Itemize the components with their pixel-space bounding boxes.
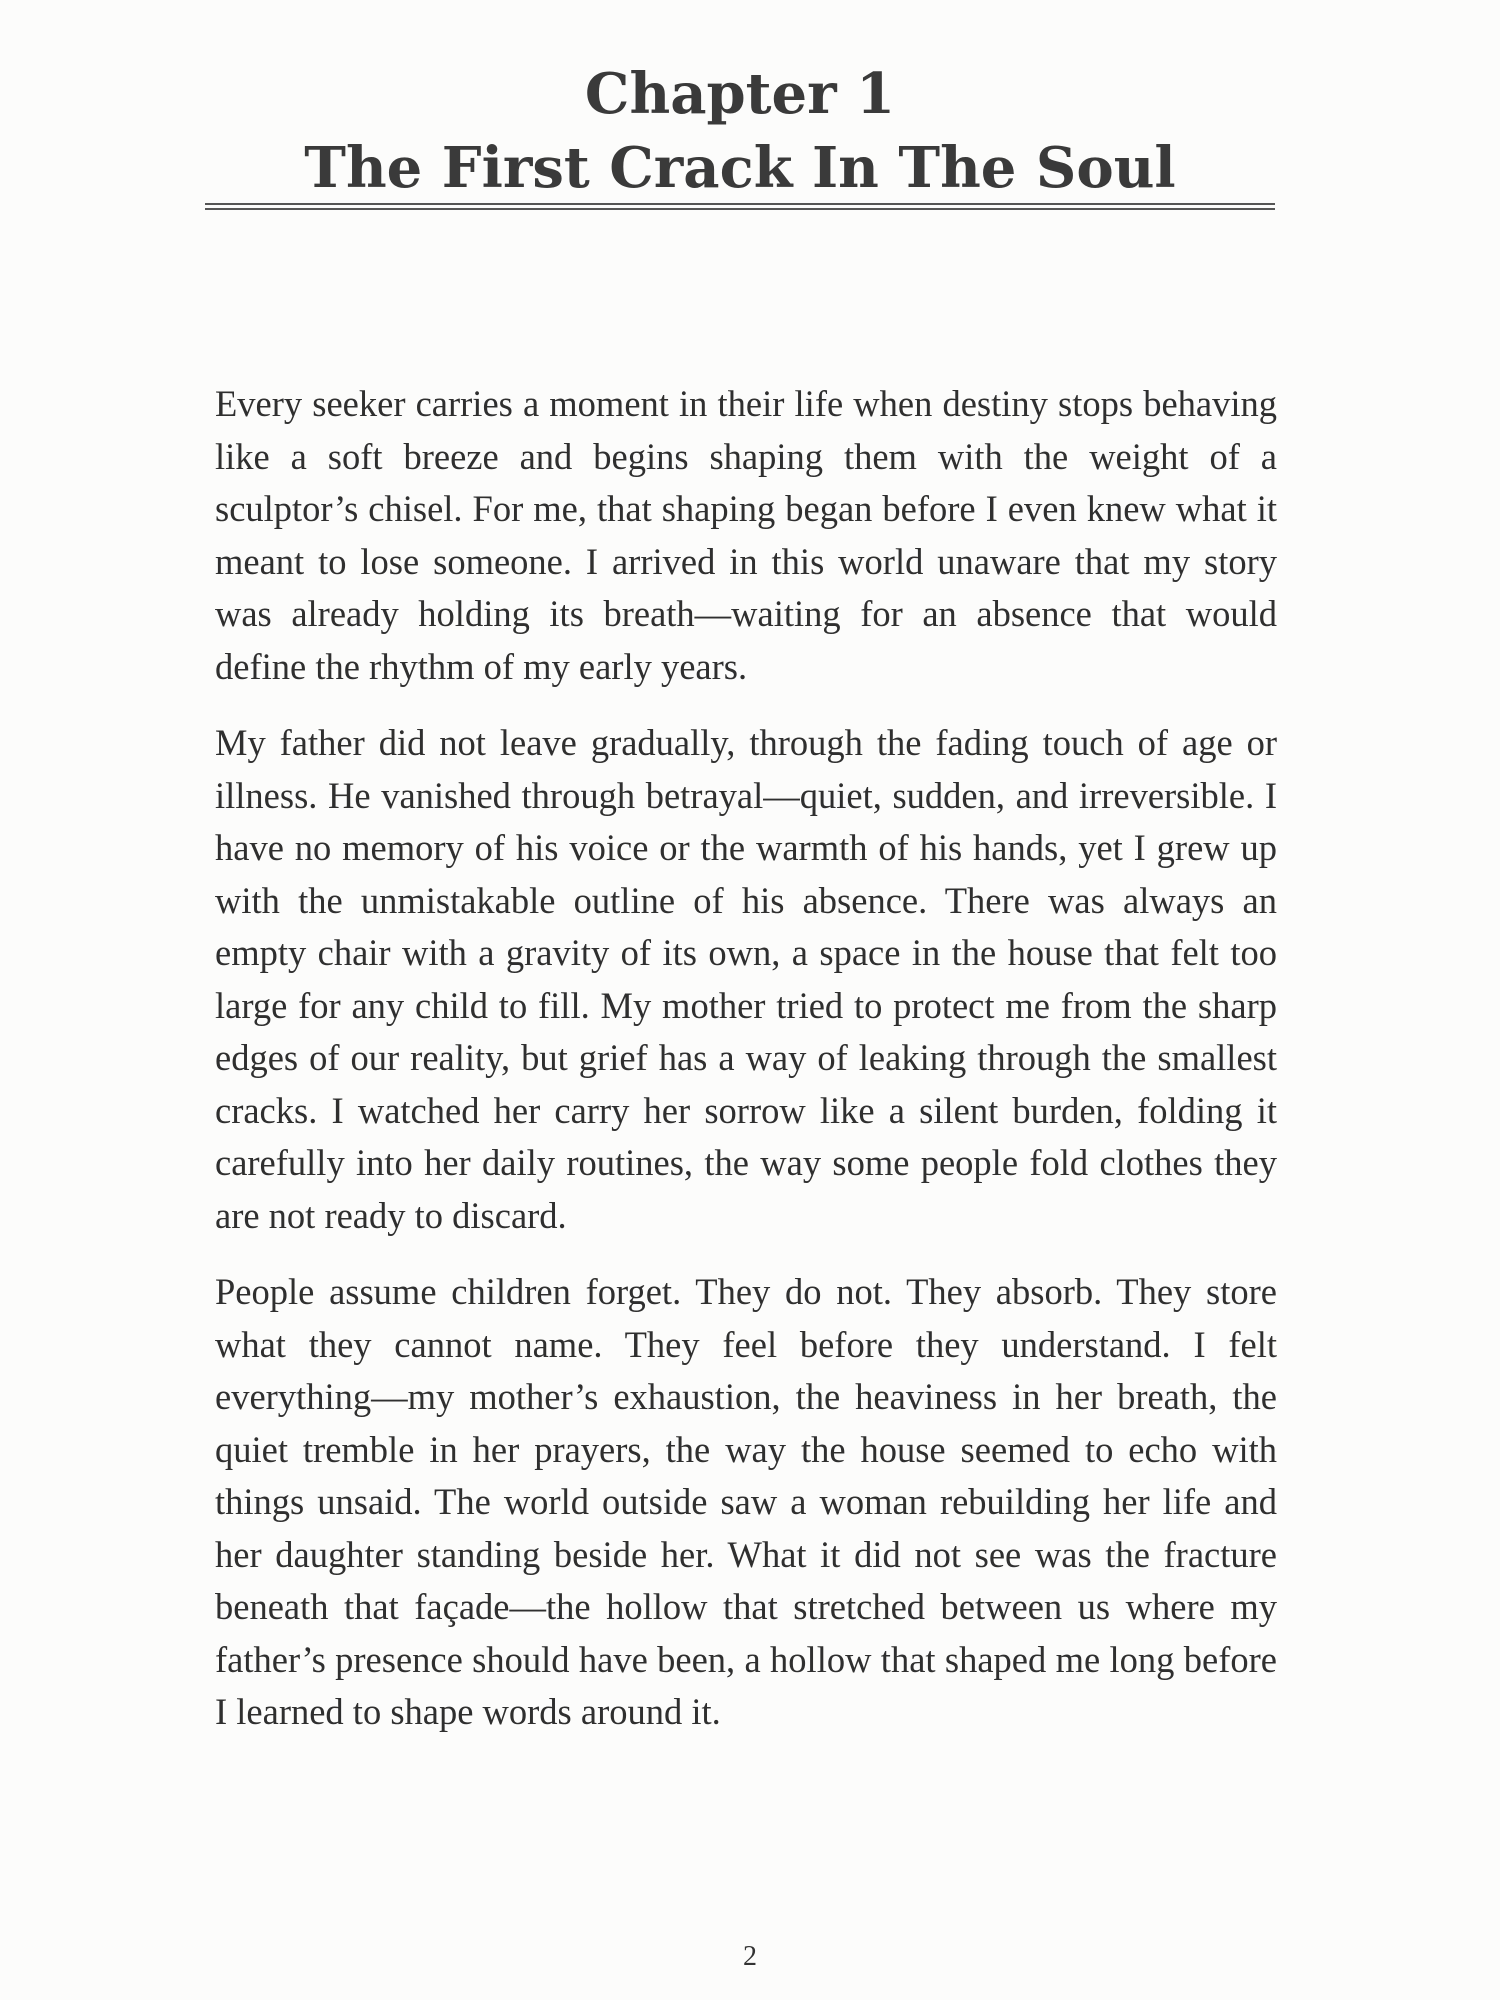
heading-divider — [205, 203, 1275, 211]
chapter-heading — [205, 58, 1275, 204]
divider-line-top — [205, 203, 1275, 205]
paragraph-3: People assume children forget. They do not. They absorb. They store what they cannot name. They feel before they understand. I felt everything—my mother’s exhaustion, the heaviness in her breath, the quiet tremble in her prayers, the way the house seemed to echo with things unsaid. The world outside saw a woman rebuilding her life and her daughter standing beside her. What it did not see was the fracture beneath that façade—the hollow that stretched between us where my father’s presence should have been, a hollow that shaped me long before I learned to shape words around it. — [215, 1271, 1277, 1732]
chapter-title: The First Crack In The Soul — [304, 135, 1176, 201]
paragraph-2: My father did not leave gradually, through the fading touch of age or illness. He vanished through betrayal—quiet, sudden, and irreversible. I have no memory of his voice or the warmth of his hands, yet I grew up with the unmistakable outline of his absence. There was always an empty chair with a gravity of its own, a space in the house that felt too large for any child to fill. My mother tried to protect me from the sharp edges of our reality, but grief has a way of leaking through the smallest cracks. I watched her carry her sorrow like a silent burden, folding it carefully into her daily routines, the way some people fold clothes they are not ready to discard. — [215, 722, 1277, 1236]
page-number: 2 — [743, 1941, 757, 1972]
divider-line-bottom — [205, 208, 1275, 210]
chapter-number: Chapter 1 — [584, 61, 896, 127]
paragraph-1: Every seeker carries a moment in their life when destiny stops behaving like a soft breeze and begins shaping them with the weight of a sculptor’s chisel. For me, that shaping began before I even knew what it meant to lose someone. I arrived in this world unaware that my story was already holding its breath—waiting for an absence that would define the rhythm of my early years. — [215, 383, 1277, 687]
chapter-body — [215, 378, 1277, 1763]
